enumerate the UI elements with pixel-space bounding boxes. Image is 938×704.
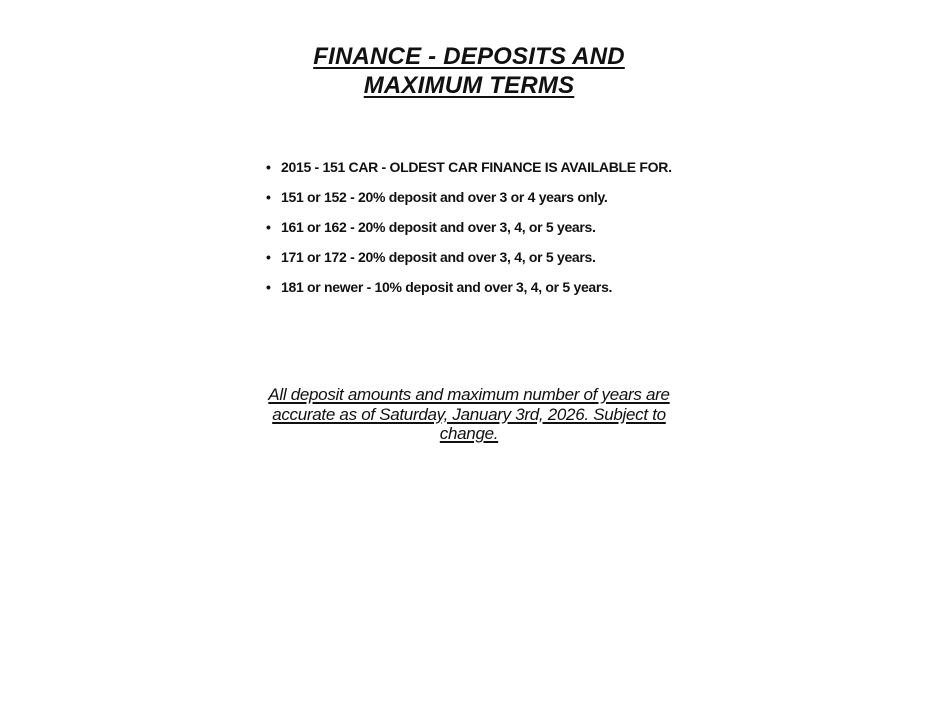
list-item [266, 248, 672, 266]
list-item-text: 161 or 162 - 20% deposit and over 3, 4, or 5 years. [281, 219, 596, 235]
list-item-text: 151 or 152 - 20% deposit and over 3 or 4 years only. [281, 189, 608, 205]
list-item-text: 2015 - 151 CAR - OLDEST CAR FINANCE IS AVAILABLE FOR. [281, 159, 672, 175]
list-item [266, 218, 672, 236]
list-item-text: 181 or newer - 10% deposit and over 3, 4, or 5 years. [281, 279, 613, 295]
list-item [266, 188, 672, 206]
list-item-text: 171 or 172 - 20% deposit and over 3, 4, or 5 years. [281, 249, 596, 265]
list-item [266, 278, 672, 296]
finance-terms-list [266, 158, 672, 308]
bullet-icon: • [266, 159, 271, 175]
bullet-icon: • [266, 189, 271, 205]
bullet-icon: • [266, 279, 271, 295]
page-title: FINANCE - DEPOSITS AND MAXIMUM TERMS [313, 43, 625, 99]
bullet-icon: • [266, 249, 271, 265]
list-item [266, 158, 672, 176]
bullet-icon: • [266, 219, 271, 235]
accuracy-footnote: All deposit amounts and maximum number of years are accurate as of Saturday, January 3rd, 2026. Subject to change. [268, 385, 670, 443]
